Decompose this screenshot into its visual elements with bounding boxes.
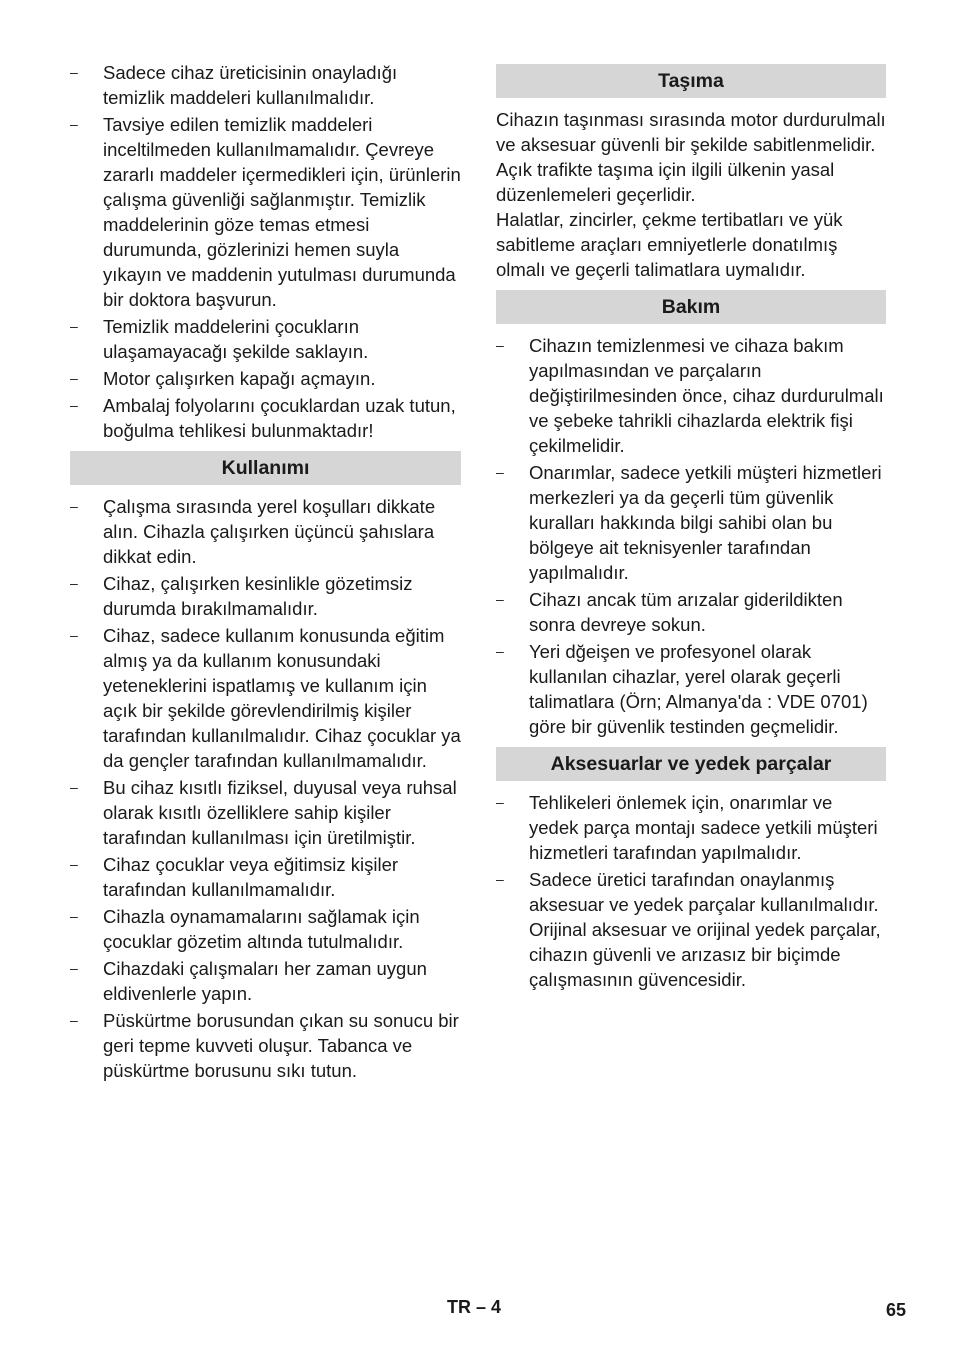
list-item: – Bu cihaz kısıtlı fiziksel, duyusal veya ruhsal olarak kısıtlı özelliklere sahip kişiler tarafından kullanılması için üretilmiştir. [70,775,461,850]
intro-list [70,60,461,443]
section-heading-transport: Taşıma [496,64,886,98]
list-item: – Ambalaj folyolarını çocuklardan uzak tutun, boğulma tehlikesi bulunmaktadır! [70,393,461,443]
section-heading-accessories: Aksesuarlar ve yedek parçalar [496,747,886,781]
list-item: – Cihaz, sadece kullanım konusunda eğitim almış ya da kullanım konusundaki yeteneklerini ispatlamış ve kullanım için açık bir şekilde görevlendirilmiş kişiler tarafından kullanılmalıdır. Cihaz çocuklar ya da gençler tarafından kullanılmamalıdır. [70,623,461,773]
list-item: – Sadece cihaz üreticisinin onayladığı temizlik maddeleri kullanılmalıdır. [70,60,461,110]
list-item: – Cihazdaki çalışmaları her zaman uygun eldivenlerle yapın. [70,956,461,1006]
section-heading-maintenance: Bakım [496,290,886,324]
footer-language-page: TR – 4 [447,1297,502,1317]
accessories-list [496,790,886,992]
paragraph: Halatlar, zincirler, çekme tertibatları ve yük sabitleme araçları emniyetlerle donatılmış olmalı ve geçerli talimatlara uymalıdır. [496,209,843,280]
list-item: – Cihaz, çalışırken kesinlikle gözetimsiz durumda bırakılmamalıdır. [70,571,461,621]
transport-text [496,107,886,282]
list-item: – Onarımlar, sadece yetkili müşteri hizmetleri merkezleri ya da geçerli tüm güvenlik kuralları hakkında bilgi sahibi olan bu bölgeye ait teknisyenler tarafından yapılmalıdır. [496,460,886,585]
usage-list [70,494,461,1083]
footer-page-number: 65 [885,1300,906,1320]
section-heading-usage: Kullanımı [70,451,461,485]
list-item: – Sadece üretici tarafından onaylanmış aksesuar ve yedek parçalar kullanılmalıdır. Orijinal aksesuar ve orijinal yedek parçalar, cihazın güvenli ve arızasız bir biçimde çalışmasının güvencesidir. [496,867,886,992]
list-item: – Yeri dğeişen ve profesyonel olarak kullanılan cihazlar, yerel olarak geçerli talimatlara (Örn; Almanya'da : VDE 0701) göre bir güvenlik testinden geçmelidir. [496,639,886,739]
list-item: – Cihazın temizlenmesi ve cihaza bakım yapılmasından ve parçaların değiştirilmesinden önce, cihaz durdurulmalı ve şebeke tahrikli cihazlarda elektrik fişi çekilmelidir. [496,333,886,458]
left-column [70,60,461,1085]
paragraph: Cihazın taşınması sırasında motor durdurulmalı ve aksesuar güvenli bir şekilde sabitlenmelidir. [496,109,886,155]
list-item: – Temizlik maddelerini çocukların ulaşamayacağı şekilde saklayın. [70,314,461,364]
paragraph: Açık trafikte taşıma için ilgili ülkenin yasal düzenlemeleri geçerlidir. [496,159,835,205]
list-item: – Tavsiye edilen temizlik maddeleri inceltilmeden kullanılmamalıdır. Çevreye zararlı maddeler içermedikleri için, ürünlerin çalışma güvenliği sağlanmıştır. Temizlik maddelerinin göze temas etmesi durumunda, gözlerinizi hemen suyla yıkayın ve maddenin yutulması durumunda bir doktora başvurun. [70,112,461,312]
list-item: – Motor çalışırken kapağı açmayın. [70,366,461,391]
list-item: – Çalışma sırasında yerel koşulları dikkate alın. Cihazla çalışırken üçüncü şahıslara dikkat edin. [70,494,461,569]
list-item: – Cihazla oynamamalarını sağlamak için çocuklar gözetim altında tutulmalıdır. [70,904,461,954]
list-item: – Cihaz çocuklar veya eğitimsiz kişiler tarafından kullanılmamalıdır. [70,852,461,902]
right-column [496,60,886,994]
list-item: – Cihazı ancak tüm arızalar giderildikten sonra devreye sokun. [496,587,886,637]
list-item: – Püskürtme borusundan çıkan su sonucu bir geri tepme kuvveti oluşur. Tabanca ve püskürtme borusunu sıkı tutun. [70,1008,461,1083]
list-item: – Tehlikeleri önlemek için, onarımlar ve yedek parça montajı sadece yetkili müşteri hizmetleri tarafından yapılmalıdır. [496,790,886,865]
maintenance-list [496,333,886,739]
